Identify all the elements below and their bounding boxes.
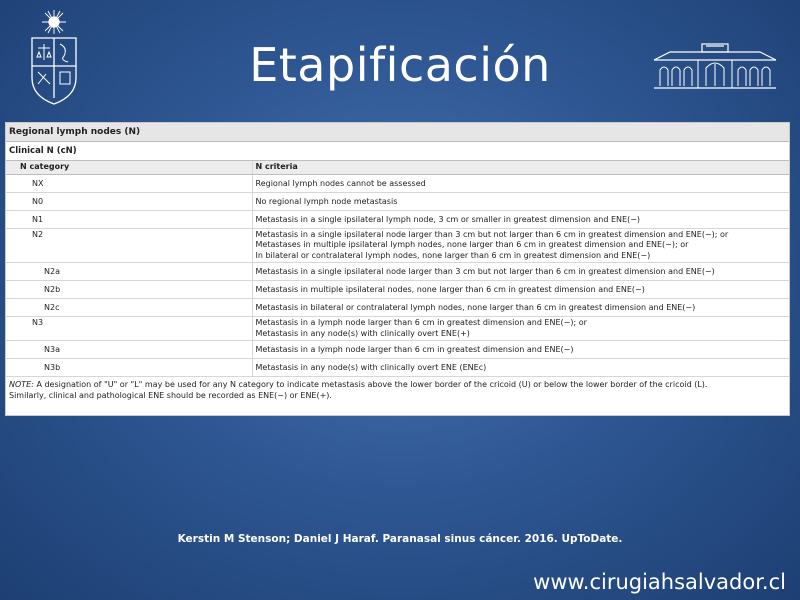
table-heading: Regional lymph nodes (N) (6, 123, 789, 142)
table-row (6, 174, 789, 192)
column-header-criteria: N criteria (252, 161, 789, 174)
criteria-line: Metastasis in a single ipsilateral node larger than 3 cm but not larger than 6 cm in greatest dimension and ENE(−); or (255, 229, 729, 239)
criteria-line: Metastasis in a lymph node larger than 6 cm in greatest dimension and ENE(−); or (255, 318, 587, 327)
table-row (6, 299, 789, 317)
criteria-line: Metastasis in any node(s) with clinically overt ENE(+) (255, 328, 470, 338)
n-category-cell: N3 (6, 317, 252, 341)
citation: Kerstin M Stenson; Daniel J Haraf. Paranasal sinus cáncer. 2016. UpToDate. (177, 533, 623, 545)
n-category-cell: N2 (6, 228, 252, 263)
website-url: www.cirugiahsalvador.cl (533, 570, 786, 594)
criteria-line: No regional lymph node metastasis (255, 196, 398, 206)
table-row (6, 317, 789, 341)
n-criteria-cell (252, 299, 789, 317)
criteria-line: Metastasis in a single ipsilateral lymph node, 3 cm or smaller in greatest dimension and ENE(−) (255, 214, 641, 224)
n-criteria-cell (252, 281, 789, 299)
table-row (6, 341, 789, 359)
n-criteria-cell (252, 341, 789, 359)
n-staging-table (6, 161, 789, 377)
staging-table-panel (5, 122, 790, 416)
column-header-category: N category (6, 161, 252, 174)
criteria-line: In bilateral or contralateral lymph nodes, none larger than 6 cm in greatest dimension and ENE(−) (255, 250, 651, 260)
n-category-cell: N2c (6, 299, 252, 317)
note-text-2: Similarly, clinical and pathological ENE should be recorded as ENE(−) or ENE(+). (9, 391, 332, 400)
table-row (6, 192, 789, 210)
criteria-line: Metastasis in a lymph node larger than 6 cm in greatest dimension and ENE(−) (255, 345, 574, 354)
n-category-cell: N2a (6, 263, 252, 281)
table-row (6, 228, 789, 263)
slide-title: Etapificación (249, 38, 551, 92)
n-criteria-cell (252, 228, 789, 263)
criteria-line: Regional lymph nodes cannot be assessed (255, 178, 426, 188)
n-criteria-cell (252, 263, 789, 281)
n-category-cell: N3a (6, 341, 252, 359)
n-criteria-cell (252, 174, 789, 192)
note-text: A designation of "U" or "L" may be used for any N category to indicate metastasis above the lower border of the cricoid (U) or below the lower border of the cricoid (L). (33, 380, 708, 389)
n-criteria-cell (252, 317, 789, 341)
table-note (6, 377, 789, 403)
criteria-line: Metastasis in any node(s) with clinically overt ENE (ENEc) (255, 363, 487, 372)
table-subheading: Clinical N (cN) (6, 142, 789, 161)
criteria-line: Metastasis in bilateral or contralateral lymph nodes, none larger than 6 cm in greatest dimension and ENE(−) (255, 303, 696, 312)
criteria-line: Metastasis in multiple ipsilateral nodes, none larger than 6 cm in greatest dimension and ENE(−) (255, 285, 645, 294)
n-criteria-cell (252, 192, 789, 210)
criteria-line: Metastases in multiple ipsilateral lymph nodes, none larger than 6 cm in greatest dimension and ENE(−); or (255, 240, 689, 249)
n-category-cell: N3b (6, 359, 252, 377)
n-category-cell: N2b (6, 281, 252, 299)
n-category-cell: N1 (6, 210, 252, 228)
n-category-cell: NX (6, 174, 252, 192)
table-row (6, 281, 789, 299)
n-criteria-cell (252, 210, 789, 228)
table-row (6, 210, 789, 228)
note-label: NOTE: (9, 380, 34, 389)
table-row (6, 263, 789, 281)
criteria-line: Metastasis in a single ipsilateral node larger than 3 cm but not larger than 6 cm in greatest dimension and ENE(−) (255, 267, 715, 276)
n-criteria-cell (252, 359, 789, 377)
n-category-cell: N0 (6, 192, 252, 210)
table-row (6, 359, 789, 377)
